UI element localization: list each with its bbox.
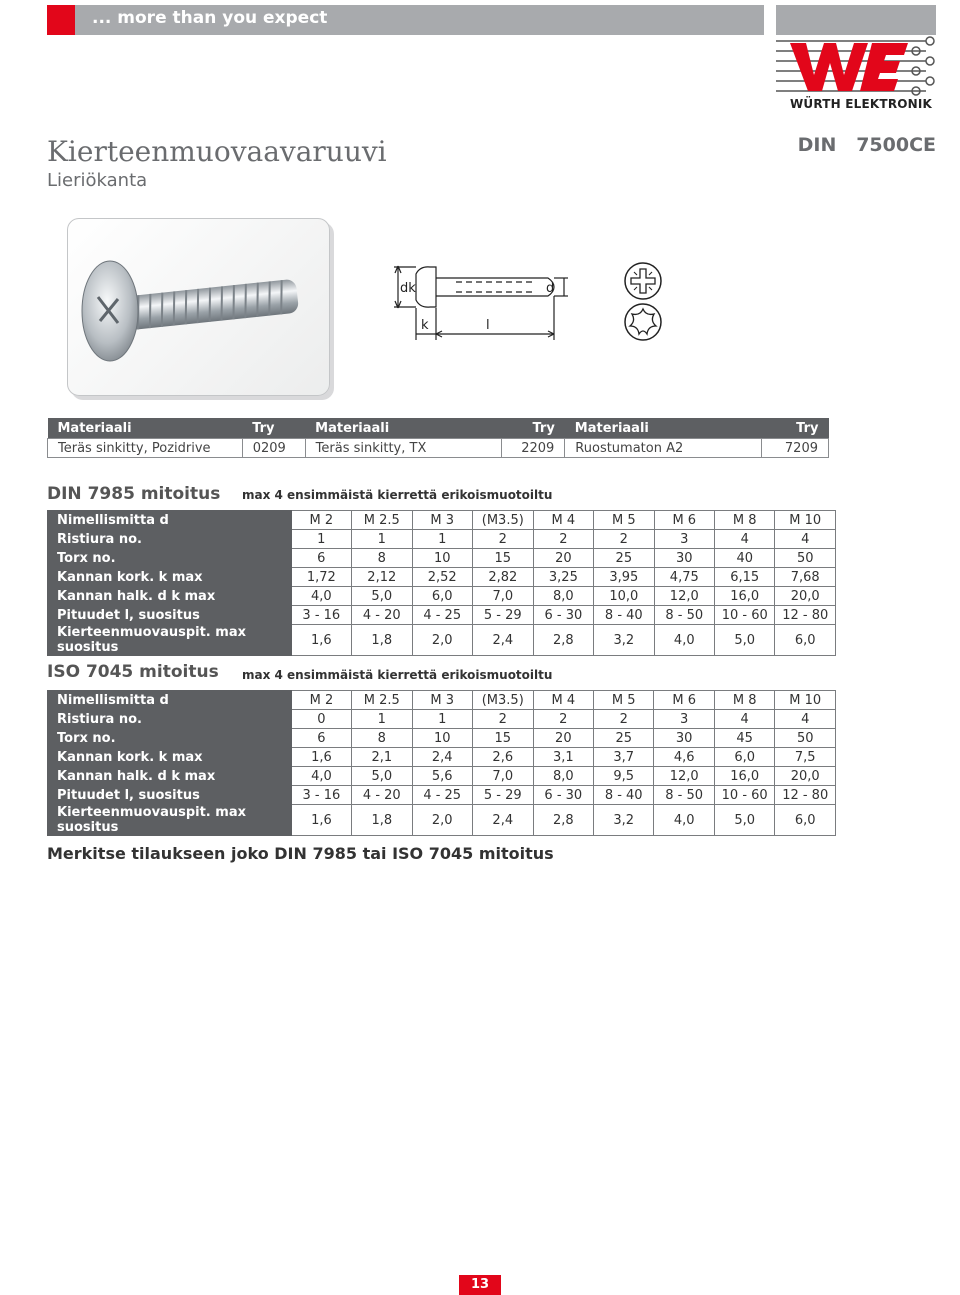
row-label: Torx no. [48,729,292,748]
table-cell: 1,6 [291,748,351,767]
table-cell: 10 - 60 [714,786,775,805]
table-cell: M 2.5 [352,511,412,530]
table-row [48,606,836,625]
table-cell: 4 [775,710,836,729]
table-cell: 12 - 80 [775,786,836,805]
table-cell: 4,6 [654,748,715,767]
table-cell: 2,0 [412,805,472,836]
table-cell: 4,0 [654,625,714,656]
technical-drawing [386,262,576,342]
table-cell: 20 [533,549,593,568]
table-cell: M 3 [412,511,472,530]
table-row [48,805,836,836]
table-cell: 8,0 [533,767,593,786]
table-cell: 2,8 [533,805,593,836]
din-section-title: DIN 7985 mitoitus [47,484,221,504]
table-cell: 7,5 [775,748,836,767]
table-cell: 1,8 [352,805,412,836]
table-cell: 2 [594,530,654,549]
table-cell: 9,5 [594,767,654,786]
table-cell: 4 - 25 [412,786,472,805]
table-cell: 6 - 30 [533,786,593,805]
din-spec-table [47,510,836,656]
table-cell: 10,0 [594,587,654,606]
row-label: Nimellismitta d [48,691,292,710]
table-cell: 12,0 [654,587,714,606]
brand-name: WÜRTH ELEKTRONIK [790,97,933,111]
material-code: 0209 [242,439,305,458]
table-cell: 8 - 50 [654,606,714,625]
material-name: Teräs sinkitty, TX [305,439,502,458]
table-cell: 2,52 [412,568,472,587]
table-cell: 3 - 16 [291,606,351,625]
table-cell: 7,68 [775,568,836,587]
table-cell: 4,0 [654,805,715,836]
label-d: d [546,281,555,296]
table-cell: 8 [352,729,412,748]
table-cell: M 5 [594,691,654,710]
table-cell: 2,12 [352,568,412,587]
table-cell: 1,8 [352,625,412,656]
table-cell: 5 - 29 [472,786,533,805]
table-cell: 1,6 [291,625,351,656]
table-cell: 5,0 [352,767,412,786]
table-header: Try [502,418,565,439]
material-code: 7209 [762,439,829,458]
table-row [48,691,836,710]
table-header: Try [242,418,305,439]
order-note: Merkitse tilaukseen joko DIN 7985 tai ISO 7045 mitoitus [47,844,554,863]
table-cell: 3,2 [594,625,654,656]
material-name: Teräs sinkitty, Pozidrive [48,439,243,458]
table-cell: 4,0 [291,767,351,786]
table-cell: 2 [472,710,533,729]
table-cell: 30 [654,549,714,568]
table-cell: 5 - 29 [472,606,533,625]
table-cell: M 6 [654,691,715,710]
table-cell: M 2 [291,511,351,530]
table-header: Materiaali [48,418,243,439]
table-row [48,748,836,767]
table-cell: 5,0 [352,587,412,606]
table-row [48,530,836,549]
table-cell: 2,4 [412,748,472,767]
table-cell: M 6 [654,511,714,530]
table-cell: 12,0 [654,767,715,786]
page-number: 13 [459,1275,501,1295]
table-cell: 16,0 [715,587,775,606]
header-accent-block [47,5,75,35]
table-cell: 8 - 40 [594,786,654,805]
table-row [48,439,829,458]
table-cell: 2,4 [472,625,533,656]
table-cell: 6 - 30 [533,606,593,625]
table-cell: 1,6 [291,805,351,836]
row-label: Kannan kork. k max [48,748,292,767]
table-cell: 10 - 60 [715,606,775,625]
table-cell: 5,6 [412,767,472,786]
table-cell: 1 [412,710,472,729]
table-cell: 3,7 [594,748,654,767]
table-cell: 10 [412,549,472,568]
table-cell: 25 [594,549,654,568]
table-cell: 6,0 [775,625,836,656]
table-cell: 6,0 [714,748,775,767]
table-cell: 8 - 50 [654,786,715,805]
table-cell: 3 [654,710,715,729]
table-cell: 3,25 [533,568,593,587]
page-title: Kierteenmuovaavaruuvi [47,135,387,168]
table-cell: 7,0 [472,767,533,786]
material-code: 2209 [502,439,565,458]
table-cell: M 5 [594,511,654,530]
table-cell: 2,82 [472,568,533,587]
table-cell: 1,72 [291,568,351,587]
table-cell: 1 [352,530,412,549]
table-cell: 50 [775,549,836,568]
row-label: Ristiura no. [48,710,292,729]
pozidrive-drive-icon [622,260,664,302]
table-cell: 3,2 [594,805,654,836]
materials-header-row [48,418,829,439]
din-section-note: max 4 ensimmäistä kierrettä erikoismuotoiltu [242,488,553,502]
table-cell: 6 [291,729,351,748]
table-cell: 15 [472,729,533,748]
table-cell: 15 [472,549,533,568]
table-cell: 4 [775,530,836,549]
din-code: DIN 7500CE [797,134,936,156]
table-cell: M 2.5 [352,691,412,710]
table-cell: 10 [412,729,472,748]
table-cell: 3 - 16 [291,786,351,805]
table-cell: 2 [533,710,593,729]
table-cell: 2 [594,710,654,729]
table-cell: 8 - 40 [594,606,654,625]
table-cell: 2,8 [533,625,593,656]
table-cell: 2,0 [412,625,472,656]
table-cell: 2,1 [352,748,412,767]
table-cell: 3 [654,530,714,549]
row-label: Kierteenmuovauspit. max suositus [48,805,292,836]
table-cell: 3,95 [594,568,654,587]
table-cell: (M3.5) [472,691,533,710]
torx-drive-icon [622,301,664,343]
table-cell: 3,1 [533,748,593,767]
table-cell: 8,0 [533,587,593,606]
screw-photo [67,218,330,396]
table-cell: 4 - 20 [352,606,412,625]
table-cell: 40 [715,549,775,568]
table-row [48,625,836,656]
table-cell: 4 [715,530,775,549]
iso-spec-table [47,690,836,836]
table-cell: M 8 [715,511,775,530]
row-label: Torx no. [48,549,292,568]
table-row [48,729,836,748]
table-cell: 4,0 [291,587,351,606]
table-cell: M 4 [533,511,593,530]
table-row [48,587,836,606]
row-label: Kierteenmuovauspit. max suositus [48,625,292,656]
table-cell: 30 [654,729,715,748]
row-label: Kannan halk. d k max [48,767,292,786]
table-cell: 25 [594,729,654,748]
table-cell: 20 [533,729,593,748]
table-cell: 6,0 [412,587,472,606]
table-cell: 6 [291,549,351,568]
table-cell: 20,0 [775,767,836,786]
table-cell: M 4 [533,691,593,710]
table-cell: (M3.5) [472,511,533,530]
table-cell: 12 - 80 [775,606,836,625]
row-label: Kannan kork. k max [48,568,292,587]
table-cell: 0 [291,710,351,729]
iso-section-title: ISO 7045 mitoitus [47,662,219,682]
table-cell: 2,4 [472,805,533,836]
table-header: Materiaali [305,418,502,439]
header-tagline: ... more than you expect [92,8,328,28]
row-label: Ristiura no. [48,530,292,549]
table-cell: 20,0 [775,587,836,606]
iso-section-note: max 4 ensimmäistä kierrettä erikoismuotoiltu [242,668,553,682]
row-label: Pituudet l, suositus [48,786,292,805]
logo-top-bar [776,5,936,35]
label-k: k [421,318,429,333]
row-label: Nimellismitta d [48,511,292,530]
table-cell: M 8 [714,691,775,710]
table-row [48,568,836,587]
table-cell: 4,75 [654,568,714,587]
table-cell: 4 - 25 [412,606,472,625]
table-cell: 5,0 [715,625,775,656]
row-label: Pituudet l, suositus [48,606,292,625]
table-cell: M 10 [775,511,836,530]
table-cell: 7,0 [472,587,533,606]
table-cell: 4 [714,710,775,729]
material-name: Ruostumaton A2 [565,439,762,458]
table-row [48,710,836,729]
table-cell: 2 [533,530,593,549]
table-cell: M 3 [412,691,472,710]
row-label: Kannan halk. d k max [48,587,292,606]
table-cell: 16,0 [714,767,775,786]
table-row [48,786,836,805]
page-subtitle: Lieriökanta [47,170,148,191]
materials-table [47,418,829,458]
label-dk: dk [400,281,416,296]
table-row [48,511,836,530]
table-cell: 45 [714,729,775,748]
table-cell: M 2 [291,691,351,710]
table-row [48,549,836,568]
table-header: Materiaali [565,418,762,439]
table-row [48,767,836,786]
table-header: Try [762,418,829,439]
table-cell: 6,15 [715,568,775,587]
table-cell: 50 [775,729,836,748]
table-cell: 2,6 [472,748,533,767]
table-cell: 2 [472,530,533,549]
table-cell: 8 [352,549,412,568]
label-l: l [486,318,490,333]
table-cell: 1 [352,710,412,729]
table-cell: 1 [412,530,472,549]
table-cell: 1 [291,530,351,549]
table-cell: M 10 [775,691,836,710]
table-cell: 5,0 [714,805,775,836]
table-cell: 4 - 20 [352,786,412,805]
table-cell: 6,0 [775,805,836,836]
